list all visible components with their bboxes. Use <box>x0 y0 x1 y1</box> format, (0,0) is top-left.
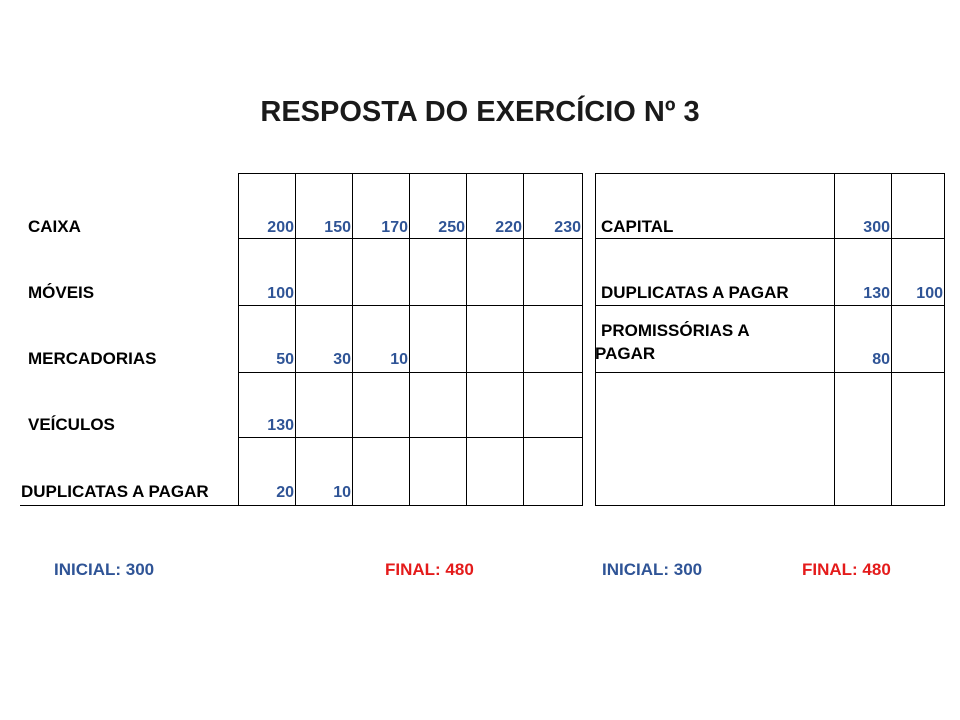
right-final-total: FINAL: 480 <box>802 560 891 579</box>
row-label-mercadorias: MERCADORIAS <box>28 349 157 368</box>
value-cell: 250 <box>438 219 465 236</box>
page-title: RESPOSTA DO EXERCÍCIO Nº 3 <box>260 96 700 128</box>
value-cell: 200 <box>267 219 294 236</box>
row-label-promissorias-line1: PROMISSÓRIAS A <box>601 321 750 340</box>
row-label-moveis: MÓVEIS <box>28 283 95 302</box>
left-final-total: FINAL: 480 <box>385 560 474 579</box>
row-label-veiculos: VEÍCULOS <box>28 415 115 434</box>
row-label-duplicatas: DUPLICATAS A PAGAR <box>21 482 209 501</box>
right-inicial-total: INICIAL: 300 <box>602 560 703 579</box>
value-cell: 170 <box>381 219 408 236</box>
value-cell: 220 <box>495 219 522 236</box>
value-cell: 30 <box>333 351 351 368</box>
value-cell: 130 <box>267 417 294 434</box>
value-cell: 20 <box>276 484 294 501</box>
value-cell: 100 <box>267 285 294 302</box>
value-cell: 130 <box>863 285 890 302</box>
left-inicial-total: INICIAL: 300 <box>54 560 155 579</box>
value-cell: 230 <box>554 219 581 236</box>
value-cell: 10 <box>390 351 408 368</box>
row-label-caixa: CAIXA <box>28 217 81 236</box>
row-label-duplicatas-a-pagar: DUPLICATAS A PAGAR <box>601 283 789 302</box>
value-cell: 10 <box>333 484 351 501</box>
value-cell: 150 <box>324 219 351 236</box>
value-cell: 100 <box>916 285 943 302</box>
row-label-capital: CAPITAL <box>601 217 674 236</box>
row-label-promissorias-line2: PAGAR <box>595 344 656 363</box>
value-cell: 80 <box>872 351 890 368</box>
value-cell: 50 <box>276 351 294 368</box>
value-cell: 300 <box>863 219 890 236</box>
